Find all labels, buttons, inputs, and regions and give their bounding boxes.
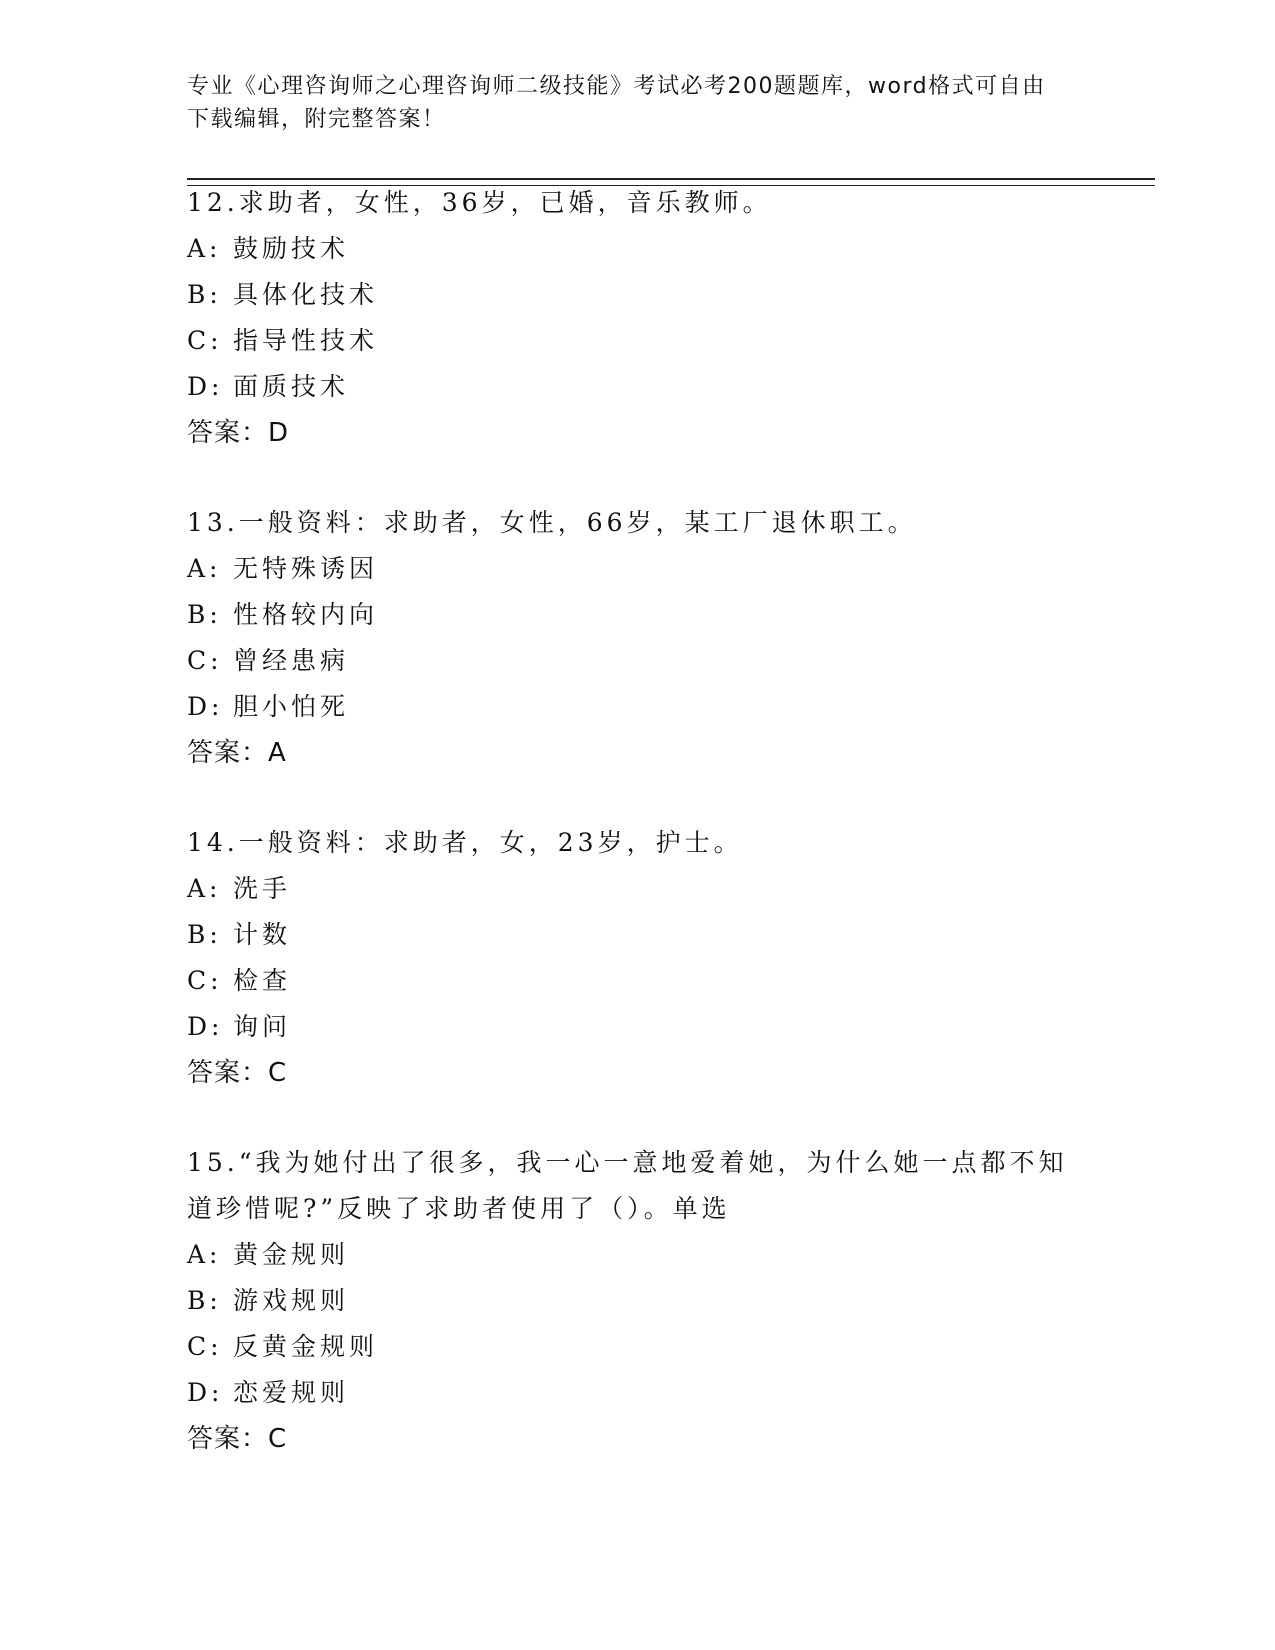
option-c [187,958,1087,1004]
option-d [187,364,1087,410]
option-letter: C: [187,326,223,355]
option-text: 洗手 [233,874,292,903]
option-letter: D: [187,372,224,401]
option-letter: D: [187,692,224,721]
option-b [187,912,1087,958]
option-letter: A: [187,234,222,263]
answer-line: 答案：C [187,1058,288,1088]
option-text: 反黄金规则 [233,1332,379,1361]
question-12 [187,180,1087,456]
option-letter: A: [187,554,222,583]
option-letter: C: [187,1332,223,1361]
option-text: 询问 [233,1012,292,1041]
option-text: 面质技术 [233,372,350,401]
option-b [187,272,1087,318]
option-text: 曾经患病 [233,646,350,675]
option-text: 黄金规则 [233,1240,350,1269]
option-letter: A: [187,1240,222,1269]
option-letter: B: [187,1286,222,1315]
option-d [187,1004,1087,1050]
option-text: 性格较内向 [233,600,379,629]
answer-line: 答案：D [187,418,290,448]
option-a [187,546,1087,592]
option-d [187,684,1087,730]
option-c [187,318,1087,364]
option-letter: D: [187,1012,224,1041]
question-13 [187,500,1087,776]
option-b [187,592,1087,638]
option-a [187,866,1087,912]
option-letter: D: [187,1378,224,1407]
answer-line: 答案：A [187,738,287,768]
question-stem: 14.一般资料：求助者，女，23岁，护士。 [187,828,743,857]
option-text: 具体化技术 [233,280,379,309]
question-stem: 12.求助者，女性，36岁，已婚，音乐教师。 [187,188,772,217]
option-text: 鼓励技术 [233,234,350,263]
question-14 [187,820,1087,1096]
option-letter: A: [187,874,222,903]
option-text: 无特殊诱因 [233,554,379,583]
option-text: 指导性技术 [233,326,379,355]
document-header: 专业《心理咨询师之心理咨询师二级技能》考试必考200题题库，word格式可自由下载编辑，附完整答案！ [187,74,1046,132]
option-letter: B: [187,600,222,629]
question-stem: 15.“我为她付出了很多，我一心一意地爱着她，为什么她一点都不知道珍惜呢?”反映了求助者使用了（）。单选 [187,1148,1068,1223]
option-text: 游戏规则 [233,1286,350,1315]
option-text: 检查 [233,966,292,995]
option-letter: B: [187,920,222,949]
answer-line: 答案：C [187,1424,288,1454]
question-stem: 13.一般资料：求助者，女性，66岁，某工厂退休职工。 [187,508,917,537]
option-text: 胆小怕死 [233,692,350,721]
option-c [187,638,1087,684]
option-text: 恋爱规则 [233,1378,350,1407]
option-c [187,1324,1087,1370]
option-b [187,1278,1087,1324]
option-d [187,1370,1087,1416]
option-letter: C: [187,646,223,675]
option-a [187,1232,1087,1278]
option-letter: B: [187,280,222,309]
option-text: 计数 [233,920,292,949]
question-15 [187,1140,1087,1462]
option-a [187,226,1087,272]
option-letter: C: [187,966,223,995]
